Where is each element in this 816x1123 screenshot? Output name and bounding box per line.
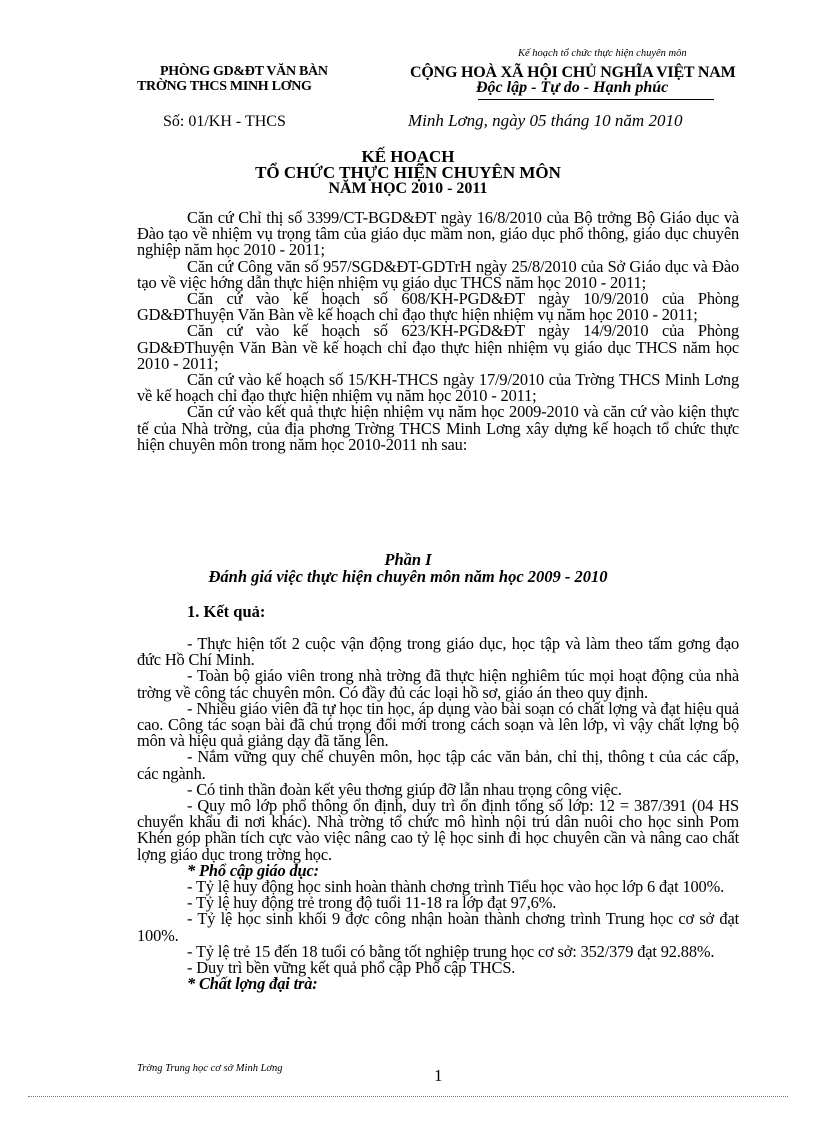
chatluong-heading: * Chất lợng đại trà: [187, 974, 318, 994]
preamble-paragraph: Căn cứ Công văn số 957/SGD&ĐT-GDTrH ngày 25/8/2010 của Sở Giáo dục và Đào tạo về việc hớng dẫn thực hiện nhiệm vụ giáo dục THCS năm học 2010 - 2011; [137, 256, 739, 292]
doc-title-year: NĂM HỌC 2010 - 2011 [328, 180, 488, 197]
preamble-paragraph: Căn cứ vào kết quả thực hiện nhiệm vụ năm học 2009-2010 và căn cứ vào kiện thực tế của Nhà trờng, của địa phơng Trờng THCS Minh Lơng xây dựng kế hoạch tổ chức thực hiện chuyên môn trong năm học 2010-2011 nh sau: [137, 402, 739, 454]
results-body [137, 636, 739, 992]
page-number: 1 [434, 1066, 443, 1085]
header-note: Kế hoạch tổ chức thực hiện chuyên môn [518, 48, 687, 59]
result-item: - Quy mô lớp phổ thông ổn định, duy trì ổn định tổng số lớp: 12 = 387/391 (04 HS chuyển khẩu đi nơi khác). Nhà trờng tổ chức mô hình nội trú dân nuôi cho học sinh Pom Khén góp phần tích cực vào việc nâng cao tỷ lệ học sinh đi học chuyên cần và nâng cao chất lợng giáo dục trong trờng học. [137, 796, 739, 864]
part-heading: Phần I [384, 550, 432, 569]
result-item: - Nắm vững quy chế chuyên môn, học tập các văn bản, chỉ thị, thông t của các cấp, các ngành. [137, 747, 739, 783]
motto-underline [478, 99, 714, 100]
document-date: Minh Lơng, ngày 05 tháng 10 năm 2010 [408, 111, 683, 130]
document-number: Số: 01/KH - THCS [163, 113, 286, 130]
result-item: - Nhiều giáo viên đã tự học tin học, áp dụng vào bài soạn có chất lợng và đạt hiệu quả cao. Công tác soạn bài đã chú trọng đổi mới trong cách soạn và lên lớp, vì vậy chất lợng bộ môn và hiệu quả giảng dạy đã tăng lên. [137, 698, 739, 751]
phocap-heading: * Phổ cập giáo dục: [187, 860, 319, 880]
preamble [137, 210, 739, 453]
phocap-item: - Tỷ lệ huy động học sinh hoàn thành chơng trình Tiểu học vào học lớp 6 đạt 100%. [187, 877, 725, 897]
nation-title: CỘNG HOÀ XÃ HỘI CHỦ NGHĨA VIỆT NAM [410, 64, 736, 81]
result-item: - Có tinh thần đoàn kết yêu thơng giúp đỡ lẫn nhau trọng công việc. [187, 779, 622, 799]
part-subheading: Đánh giá việc thực hiện chuyên môn năm học 2009 - 2010 [208, 567, 608, 586]
phocap-item: - Tỷ lệ huy động trẻ trong độ tuổi 11-18 ra lớp đạt 97,6%. [187, 893, 557, 913]
preamble-paragraph: Căn cứ Chỉ thị số 3399/CT-BGD&ĐT ngày 16/8/2010 của Bộ trởng Bộ Giáo dục và Đào tạo về nhiệm vụ trọng tâm của giáo dục mầm non, giáo dục phổ thông, giáo dục chuyên nghiệp năm học 2010 - 2011; [137, 208, 739, 260]
section-heading-results: 1. Kết quả: [187, 602, 266, 621]
phocap-item: - Tỷ lệ học sinh khối 9 đợc công nhận hoàn thành chơng trình Trung học cơ sở đạt 100%. [137, 909, 739, 945]
phocap-item: - Duy trì bền vững kết quả phổ cập Phổ cập THCS. [187, 958, 516, 978]
phocap-item: - Tỷ lệ trẻ 15 đến 18 tuổi có bằng tốt nghiệp trung học cơ sở: 352/379 đạt 92.88%. [187, 941, 715, 961]
preamble-paragraph: Căn cứ vào kế hoạch số 608/KH-PGD&ĐT ngày 10/9/2010 của Phòng GD&ĐThuyện Văn Bàn về kế hoạch chỉ đạo thực hiện nhiệm vụ năm học 2010 - 2011; [137, 289, 739, 325]
footer-divider [28, 1096, 788, 1097]
doc-title-subject: TỔ CHỨC THỰC HIỆN CHUYÊN MÔN [255, 163, 561, 182]
school-name: TRỜNG THCS MINH LƠNG [137, 79, 312, 94]
nation-motto: Độc lập - Tự do - Hạnh phúc [476, 79, 669, 96]
preamble-paragraph: Căn cứ vào kế hoạch số 15/KH-THCS ngày 17/9/2010 của Trờng THCS Minh Lơng về kế hoạch chỉ đạo thực hiện nhiệm vụ năm học 2010 - 2011; [137, 370, 739, 406]
result-item: - Toàn bộ giáo viên trong nhà trờng đã thực hiện nghiêm túc mọi hoạt động của nhà trờng về công tác chuyên môn. Có đầy đủ các loại hồ sơ, giáo án theo quy định. [137, 666, 739, 702]
org-name: PHÒNG GD&ĐT VĂN BÀN [160, 64, 328, 79]
result-item: - Thực hiện tốt 2 cuộc vận động trong giáo dục, học tập và làm theo tấm gơng đạo đức Hồ Chí Minh. [137, 634, 739, 670]
footer-school: Trờng Trung học cơ sở Minh Lơng [137, 1063, 283, 1074]
doc-title: KẾ HOẠCH [361, 147, 455, 166]
preamble-paragraph: Căn cứ vào kế hoạch số 623/KH-PGD&ĐT ngày 14/9/2010 của Phòng GD&ĐThuyện Văn Bàn về kế hoạch chỉ đạo thực hiện nhiệm vụ giáo dục THCS năm học 2010 - 2011; [137, 321, 739, 373]
